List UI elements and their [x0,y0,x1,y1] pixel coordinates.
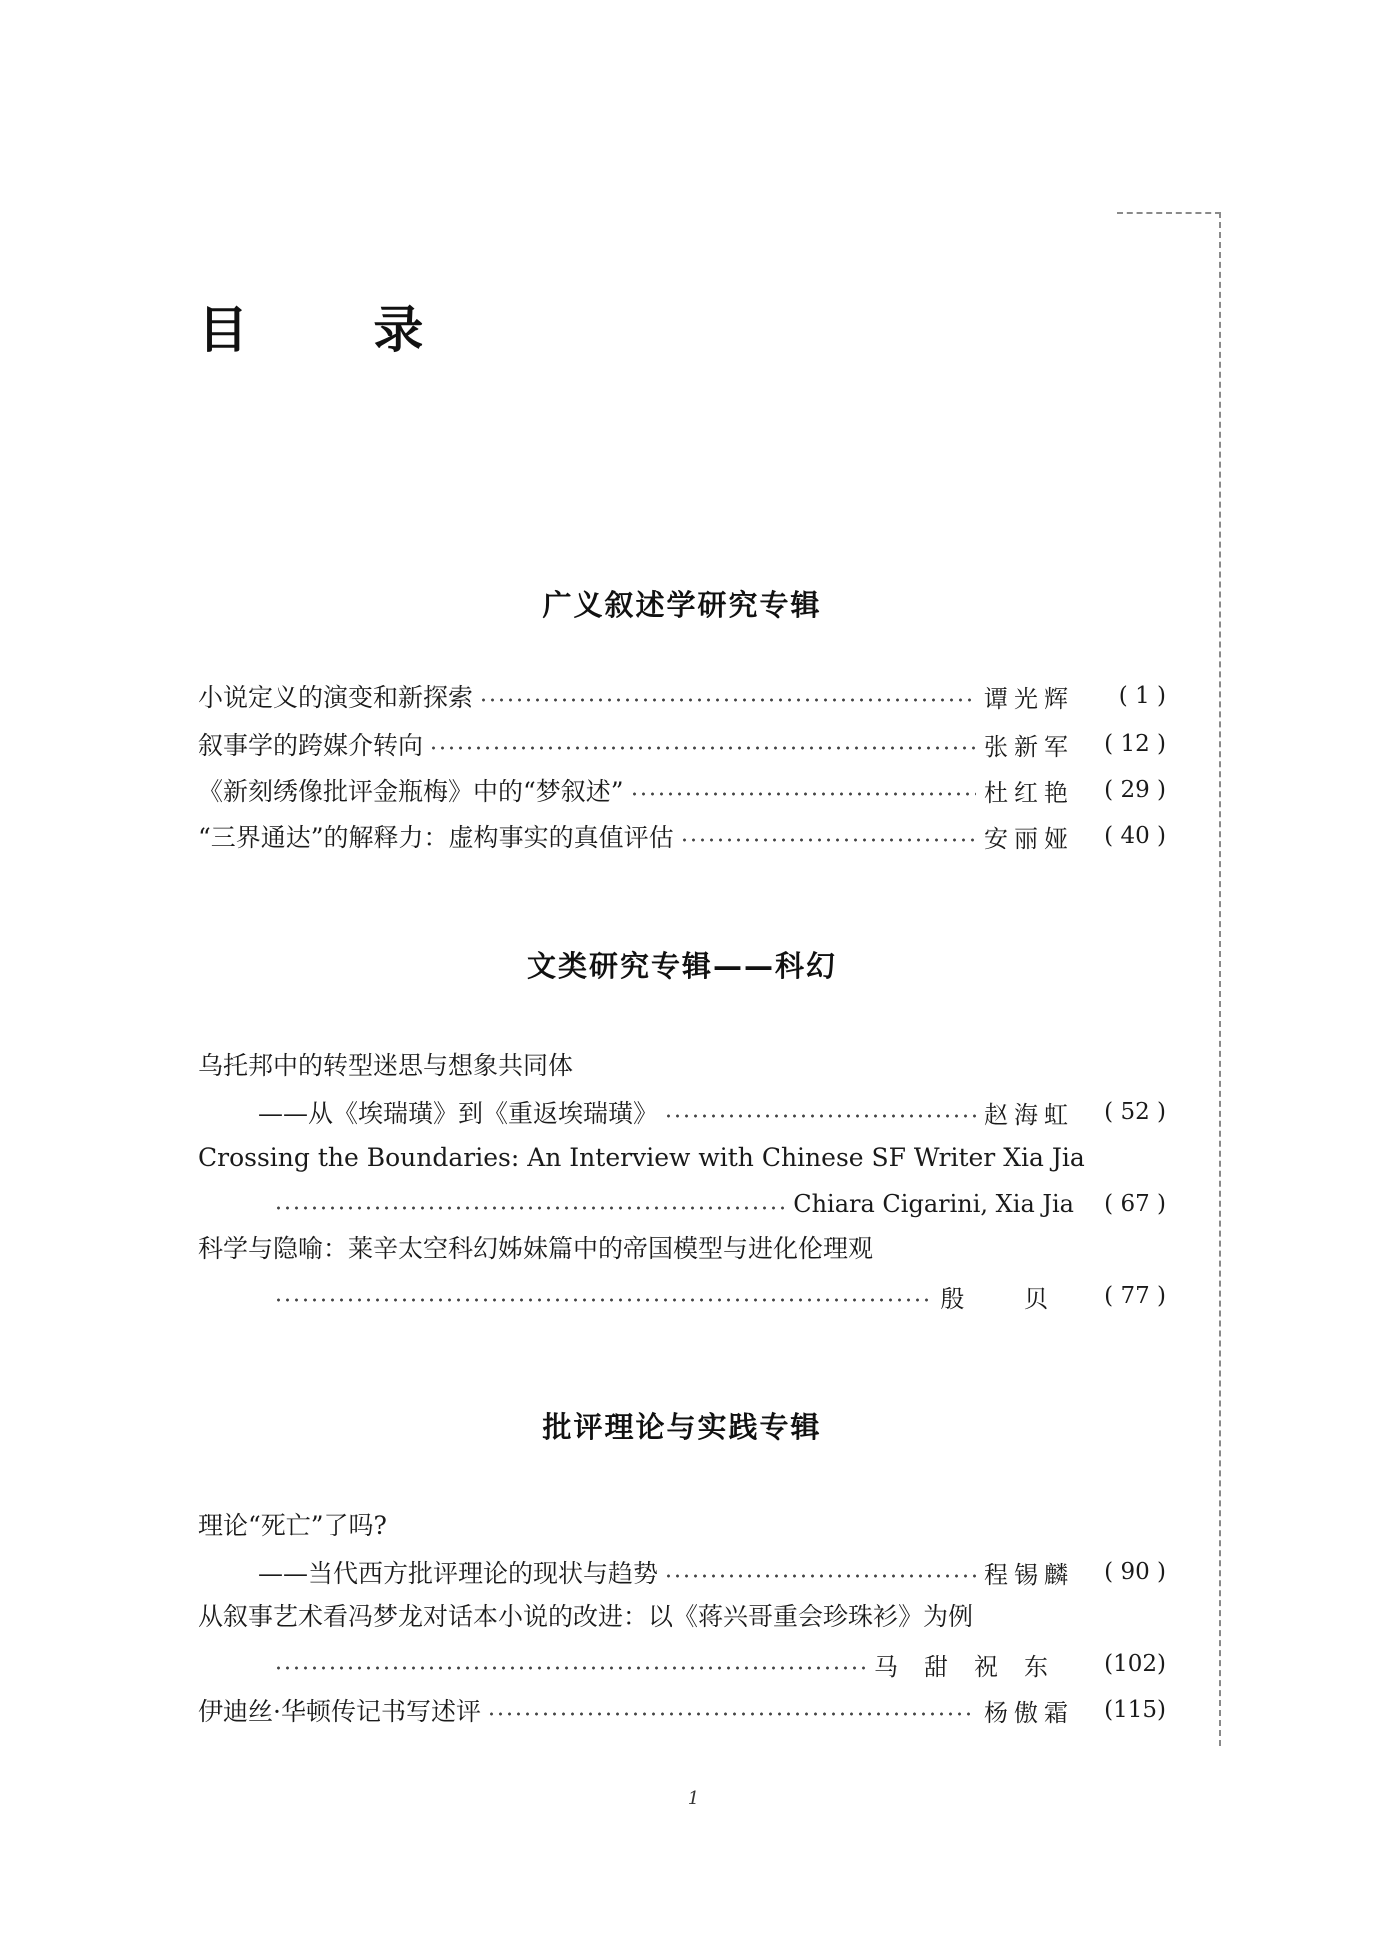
entry-subtitle: ——从《埃瑞璜》到《重返埃瑞璜》 [258,1099,659,1128]
entry-page: (115) [1104,1697,1166,1723]
toc-entry[interactable] [268,1184,1166,1224]
entry-author: 殷 贝 [940,1284,1074,1313]
page-number: 1 [687,1788,700,1809]
entry-author: 杨傲霜 [984,1698,1074,1727]
entry-author: 程锡麟 [984,1560,1074,1589]
entry-title: 小说定义的演变和新探索 [198,683,474,712]
entry-title[interactable]: 理论“死亡”了吗? [198,1511,387,1540]
entry-title[interactable]: Crossing the Boundaries: An Interview with Chinese SF Writer Xia Jia [198,1143,1085,1172]
dot-leader [274,1666,866,1670]
dot-leader [479,698,976,702]
entry-page: ( 1 ) [1118,683,1166,709]
entry-title[interactable]: 乌托邦中的转型迷思与想象共同体 [198,1051,574,1080]
entry-title: 叙事学的跨媒介转向 [198,731,424,760]
entry-subtitle: ——当代西方批评理论的现状与趋势 [258,1559,659,1588]
entry-title[interactable]: 从叙事艺术看冯梦龙对话本小说的改进：以《蒋兴哥重会珍珠衫》为例 [198,1602,974,1631]
entry-title: 伊迪丝·华顿传记书写述评 [198,1697,481,1726]
entry-author: Chiara Cigarini, Xia Jia [793,1190,1074,1218]
entry-title: “三界通达”的解释力：虚构事实的真值评估 [198,823,674,852]
entry-page: ( 77 ) [1104,1283,1166,1309]
dot-leader [630,792,976,796]
toc-entry[interactable] [198,1690,1166,1730]
entry-author: 杜红艳 [984,778,1074,807]
dot-leader [680,838,976,842]
toc-entry[interactable] [268,1644,1166,1684]
toc-entry[interactable] [258,1092,1166,1132]
toc-entry[interactable] [198,816,1166,856]
toc-entry[interactable] [198,676,1166,716]
toc-entry[interactable] [198,770,1166,810]
entry-author: 马甜祝东 [874,1652,1074,1681]
toc-entry[interactable] [268,1276,1166,1316]
entry-title: 《新刻绣像批评金瓶梅》中的“梦叙述” [198,777,624,806]
entry-page: ( 52 ) [1104,1099,1166,1125]
entry-page: ( 40 ) [1104,823,1166,849]
dot-leader [274,1298,932,1302]
entry-page: ( 67 ) [1104,1191,1166,1217]
entry-author: 谭光辉 [984,684,1074,713]
section-heading: 批评理论与实践专辑 [542,1410,822,1444]
section-heading: 文类研究专辑——科幻 [526,949,837,983]
dot-leader [274,1206,785,1210]
entry-title[interactable]: 科学与隐喻：莱辛太空科幻姊妹篇中的帝国模型与进化伦理观 [198,1234,874,1263]
entry-page: ( 12 ) [1104,731,1166,757]
entry-author: 赵海虹 [984,1100,1074,1129]
dot-leader [429,746,976,750]
toc-title: 目 录 [198,301,478,359]
entry-author: 张新军 [984,732,1074,761]
section-heading: 广义叙述学研究专辑 [542,588,822,622]
entry-author: 安丽娅 [984,824,1074,853]
entry-page: ( 90 ) [1104,1559,1166,1585]
dot-leader [487,1712,976,1716]
entry-page: ( 29 ) [1104,777,1166,803]
entry-page: (102) [1104,1651,1166,1677]
toc-entry[interactable] [198,724,1166,764]
dot-leader [664,1114,976,1118]
dot-leader [664,1574,976,1578]
toc-entry[interactable] [258,1552,1166,1592]
